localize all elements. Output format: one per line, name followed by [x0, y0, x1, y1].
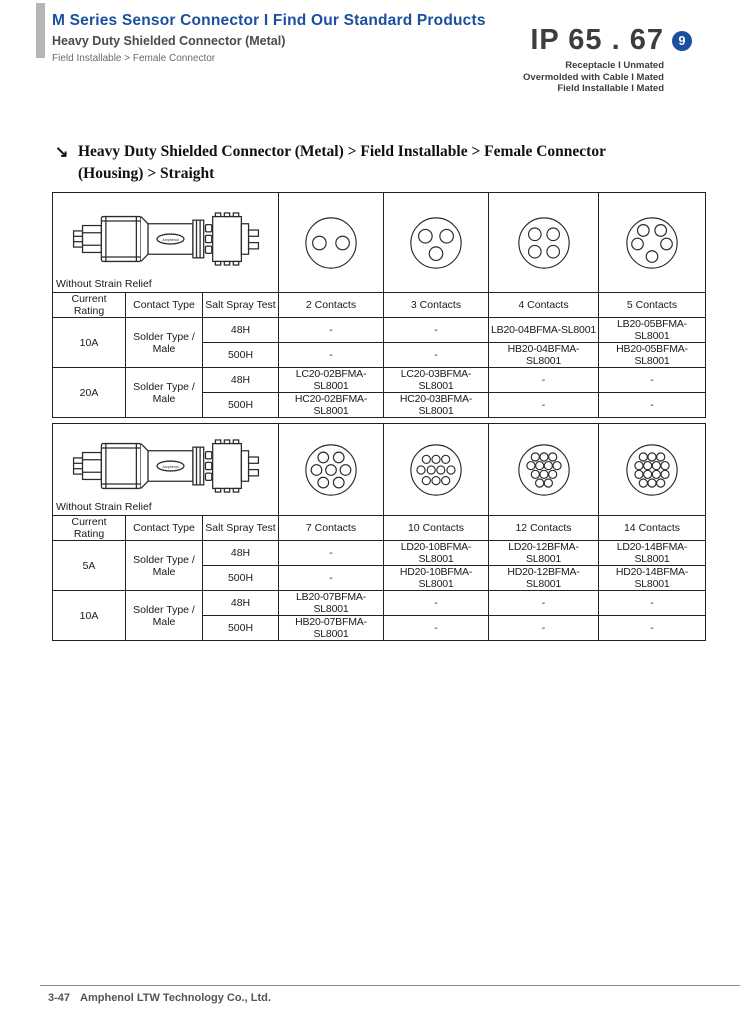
cell-empty: -: [279, 566, 384, 591]
image-caption: Without Strain Relief: [56, 501, 152, 513]
cell-part-number: HD20-12BFMA-SL8001: [489, 566, 599, 591]
cell-part-number: LD20-14BFMA-SL8001: [599, 541, 706, 566]
cell-part-number: HB20-07BFMA-SL8001: [279, 616, 384, 641]
cell-contact-type: Solder Type / Male: [126, 541, 203, 591]
cell-empty: -: [384, 591, 489, 616]
cell-current-rating: 20A: [53, 368, 126, 418]
cell-salt-spray: 500H: [203, 566, 279, 591]
cell-empty: -: [384, 343, 489, 368]
cell-salt-spray: 500H: [203, 343, 279, 368]
header: [52, 12, 486, 64]
cell-contact-type: Solder Type / Male: [126, 368, 203, 418]
table-row: [53, 368, 706, 393]
table-row: [53, 591, 706, 616]
column-header: 4 Contacts: [489, 293, 599, 318]
footer: [48, 992, 271, 1004]
cell-contact-type: Solder Type / Male: [126, 318, 203, 368]
column-header: Salt Spray Test: [203, 516, 279, 541]
cell-empty: -: [384, 318, 489, 343]
cell-part-number: LC20-03BFMA-SL8001: [384, 368, 489, 393]
cell-part-number: LB20-05BFMA-SL8001: [599, 318, 706, 343]
footer-page-number: 3-47: [48, 992, 71, 1004]
contact-face-diagram-7: [302, 441, 360, 499]
contact-face-diagram-12: [515, 441, 573, 499]
connector-drawing-icon: [67, 204, 265, 274]
cell-part-number: HC20-03BFMA-SL8001: [384, 393, 489, 418]
product-tables: [52, 192, 706, 641]
connector-image-cell: [53, 424, 279, 516]
column-header: 2 Contacts: [279, 293, 384, 318]
cell-empty: -: [599, 591, 706, 616]
contact-face-cell-4: [489, 193, 599, 293]
column-header: 5 Contacts: [599, 293, 706, 318]
corner-arrow-icon: ↘: [55, 144, 69, 161]
section-title: [55, 141, 720, 184]
section-title-line1: Heavy Duty Shielded Connector (Metal) > Field Installable > Female Connector: [78, 143, 606, 160]
ip-condition-line: Field Installable I Mated: [557, 83, 664, 94]
contact-face-diagram-4: [515, 214, 573, 272]
contact-face-cell-10: [384, 424, 489, 516]
contact-face-cell-7: [279, 424, 384, 516]
ip-condition-line: Overmolded with Cable I Mated: [523, 71, 664, 83]
cell-part-number: LB20-04BFMA-SL8001: [489, 318, 599, 343]
ip-conditions: [523, 60, 692, 95]
cell-empty: -: [489, 616, 599, 641]
cell-empty: -: [489, 393, 599, 418]
cell-salt-spray: 48H: [203, 318, 279, 343]
column-header: Current Rating: [53, 516, 126, 541]
header-accent-bar: [36, 3, 45, 58]
breadcrumb: Field Installable > Female Connector: [52, 53, 216, 64]
cell-salt-spray: 500H: [203, 616, 279, 641]
column-header: 10 Contacts: [384, 516, 489, 541]
cell-part-number: LD20-12BFMA-SL8001: [489, 541, 599, 566]
cell-empty: -: [384, 616, 489, 641]
contact-face-cell-5: [599, 193, 706, 293]
cell-salt-spray: 500H: [203, 393, 279, 418]
ip-rating-block: [523, 24, 692, 95]
cell-empty: -: [489, 368, 599, 393]
column-header: Contact Type: [126, 516, 203, 541]
cell-part-number: LB20-07BFMA-SL8001: [279, 591, 384, 616]
contact-face-diagram-2: [302, 214, 360, 272]
cell-empty: -: [279, 343, 384, 368]
cell-part-number: LD20-10BFMA-SL8001: [384, 541, 489, 566]
contact-face-diagram-10: [407, 441, 465, 499]
contact-face-diagram-5: [623, 214, 681, 272]
footer-divider: [40, 985, 740, 986]
column-header: 3 Contacts: [384, 293, 489, 318]
footer-company-name: Amphenol LTW Technology Co., Ltd.: [80, 992, 271, 1004]
connector-drawing-icon: [67, 431, 265, 501]
cell-part-number: HC20-02BFMA-SL8001: [279, 393, 384, 418]
cell-part-number: HB20-05BFMA-SL8001: [599, 343, 706, 368]
cell-salt-spray: 48H: [203, 368, 279, 393]
contact-face-cell-12: [489, 424, 599, 516]
cell-part-number: HB20-04BFMA-SL8001: [489, 343, 599, 368]
cell-salt-spray: 48H: [203, 541, 279, 566]
table-row: [53, 318, 706, 343]
product-table-1: [52, 192, 706, 418]
contact-face-cell-2: [279, 193, 384, 293]
svg-text:Amphenol: Amphenol: [161, 464, 179, 469]
contact-face-cell-3: [384, 193, 489, 293]
cell-contact-type: Solder Type / Male: [126, 591, 203, 641]
image-caption: Without Strain Relief: [56, 278, 152, 290]
cell-part-number: LC20-02BFMA-SL8001: [279, 368, 384, 393]
column-header: Contact Type: [126, 293, 203, 318]
connector-image-cell: [53, 193, 279, 293]
ip-rating-value: IP 65 . 67: [530, 24, 664, 56]
column-header: 14 Contacts: [599, 516, 706, 541]
cell-empty: -: [279, 318, 384, 343]
page-subtitle: Heavy Duty Shielded Connector (Metal): [52, 34, 286, 48]
cell-empty: -: [599, 393, 706, 418]
cell-part-number: HD20-14BFMA-SL8001: [599, 566, 706, 591]
page-title: M Series Sensor Connector I Find Our Standard Products: [52, 12, 486, 29]
cell-empty: -: [599, 616, 706, 641]
ip-condition-line: Receptacle I Unmated: [565, 60, 664, 71]
column-header: Salt Spray Test: [203, 293, 279, 318]
column-header: 7 Contacts: [279, 516, 384, 541]
contact-face-diagram-14: [623, 441, 681, 499]
contact-face-cell-14: [599, 424, 706, 516]
contact-face-diagram-3: [407, 214, 465, 272]
section-title-line2: (Housing) > Straight: [78, 164, 215, 182]
cell-current-rating: 10A: [53, 591, 126, 641]
table-row: [53, 541, 706, 566]
cell-current-rating: 5A: [53, 541, 126, 591]
svg-text:Amphenol: Amphenol: [161, 237, 179, 242]
column-header: 12 Contacts: [489, 516, 599, 541]
column-header: Current Rating: [53, 293, 126, 318]
cell-empty: -: [279, 541, 384, 566]
cell-empty: -: [599, 368, 706, 393]
cell-part-number: HD20-10BFMA-SL8001: [384, 566, 489, 591]
cell-current-rating: 10A: [53, 318, 126, 368]
cell-salt-spray: 48H: [203, 591, 279, 616]
ip-note-badge: 9: [672, 31, 692, 51]
cell-empty: -: [489, 591, 599, 616]
product-table-2: [52, 423, 706, 641]
